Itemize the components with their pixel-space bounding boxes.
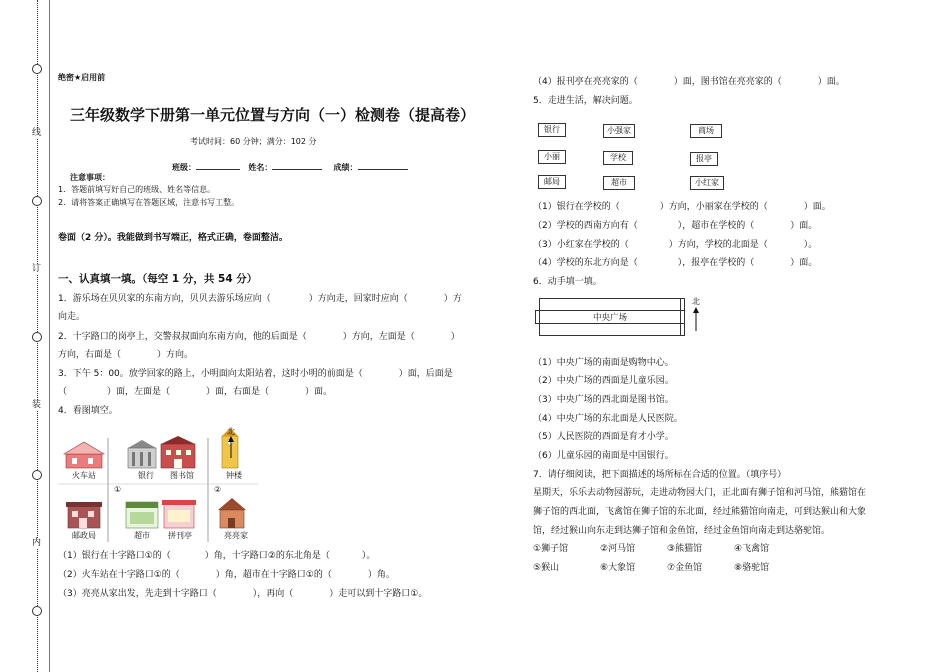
q7-option: ④飞禽馆 [734, 544, 770, 554]
place-box: 商场 [690, 124, 722, 138]
margin-line [49, 0, 50, 672]
q7-option: ①狮子馆 [533, 544, 569, 554]
q5-text: （3）小红家在学校的（ [533, 240, 629, 250]
place-box: 小红家 [690, 176, 724, 190]
question-3-line2 [58, 386, 332, 398]
section-title: 一、认真填一填。（每空 1 分，共 54 分） [58, 273, 258, 285]
q4-text: ）角，超市在十字路口①的（ [215, 570, 332, 580]
q1-text: 1．游乐场在贝贝家的东南方向，贝贝去游乐场应向（ [58, 294, 271, 304]
question-6-title: 6．动手填一填。 [533, 277, 602, 287]
q5-sub-1 [533, 201, 831, 213]
question-3-line [58, 368, 453, 380]
q3-text: 3．下午 5：00。放学回家的路上，小明面向太阳站着，这时小明的前面是（ [58, 369, 363, 379]
page-title: 三年级数学下册第一单元位置与方向（一）检测卷（提高卷） [70, 106, 476, 124]
q7-option: ⑧骆驼馆 [734, 563, 770, 573]
bank-icon [128, 440, 156, 468]
square-grid [535, 298, 685, 334]
grid-table [535, 298, 685, 336]
place-box: 邮局 [538, 175, 566, 189]
q4-text: ）角。 [367, 570, 395, 580]
q2-text: ）方向。 [157, 350, 194, 360]
place-box: 小丽 [538, 150, 566, 164]
q2-text: 方向，右面是（ [58, 350, 122, 360]
map-label: 拼刊亭 [168, 531, 192, 540]
notes-title: 注意事项： [70, 173, 110, 182]
q5-text: （1）银行在学校的（ [533, 202, 620, 212]
q5-text: ）方向，学校的北面是（ [668, 240, 768, 250]
q4-text: ）角，十字路口②的东北角是（ [204, 551, 330, 561]
q2-text: ）方向，左面是（ [342, 332, 415, 342]
train-station-icon [64, 442, 104, 468]
q3-text: ）面，后面是 [398, 369, 453, 379]
q4-text: （3）亮亮从家出发，先走到十字路口（ [58, 589, 217, 599]
binding-margin [0, 0, 50, 672]
supermarket-icon [126, 502, 158, 528]
q4-sub-3 [58, 588, 427, 600]
q5-sub-3 [533, 239, 817, 251]
q5-text: ），报亭在学校的（ [677, 258, 755, 268]
q4-text: （2）火车站在十字路口①的（ [58, 570, 180, 580]
north-arrow-icon [691, 307, 701, 331]
question-1-line [58, 293, 462, 305]
question-5-title: 5．走进生活，解决问题。 [533, 96, 638, 106]
q4-sub-4 [533, 76, 845, 88]
question-2-line [58, 331, 460, 343]
binding-ring [32, 470, 42, 480]
post-office-icon [66, 502, 102, 528]
q5-sub-2 [533, 220, 817, 232]
q7-option: ③熊猫馆 [667, 544, 703, 554]
place-box: 银行 [538, 123, 566, 137]
q4-text: （4）报刊亭在亮亮家的（ [533, 77, 638, 87]
north-arrow-icon [226, 436, 236, 458]
q3-text: ）面，左面是（ [107, 387, 171, 397]
binding-char: 订 [32, 264, 42, 274]
map-label: 邮政局 [72, 531, 96, 540]
home-icon [218, 498, 246, 528]
q5-text: ）方向，小丽家在学校的（ [659, 202, 768, 212]
student-info-row [172, 160, 408, 173]
binding-ring [32, 196, 42, 206]
binding-ring [32, 606, 42, 616]
q7-passage-line: 狮子馆的西北面，飞禽馆在狮子馆的东北面，经过熊猫馆向南走，可到达猴山和大象 [533, 507, 867, 517]
q5-text: ），超市在学校的（ [677, 221, 755, 231]
binding-char: 内 [32, 538, 42, 548]
binding-char: 装 [32, 400, 42, 410]
class-label: 班级： [172, 163, 196, 172]
class-field[interactable] [196, 160, 240, 170]
question-4-title: 4．看图填空。 [58, 406, 118, 416]
q4-sub-1 [58, 550, 375, 562]
q6-item: （6）儿童乐园的南面是中国银行。 [533, 451, 674, 461]
q1-text: ）方 [443, 294, 462, 304]
q4-text: ），再向（ [252, 589, 294, 599]
question-7-title: 7．请仔细阅读，把下面描述的场所标在合适的位置。（填序号） [533, 470, 787, 480]
q3-text: ）面。 [305, 387, 333, 397]
q7-option: ⑥大象馆 [600, 563, 636, 573]
q7-option: ②河马馆 [600, 544, 636, 554]
map-label: 钟楼 [226, 471, 242, 480]
q2-text: ） [450, 332, 460, 342]
q4-sub-2 [58, 569, 395, 581]
map-label: 银行 [138, 471, 154, 480]
q4-text: ）面，图书馆在亮亮家的（ [673, 77, 782, 87]
q5-text: ）。 [803, 240, 818, 250]
place-box: 小强家 [603, 124, 635, 138]
exam-info: 考试时间：60 分钟；满分：102 分 [190, 137, 317, 146]
name-label: 姓名： [248, 163, 273, 172]
neatness-note: 卷面（2 分）。我能做到书写端正，格式正确，卷面整洁。 [58, 233, 288, 243]
map-label: 火车站 [72, 471, 96, 480]
q5-text: ）面。 [790, 258, 818, 268]
kiosk-icon [162, 500, 196, 528]
q6-item: （5）人民医院的西面是育才小学。 [533, 432, 674, 442]
q6-item: （4）中央广场的东北面是人民医院。 [533, 414, 683, 424]
score-field[interactable] [358, 160, 408, 170]
q7-passage-line: 馆，经过猴山向东走到达狮子馆和金鱼馆，经过金鱼馆向南走到达骆驼馆。 [533, 526, 831, 536]
north-label: 北 [227, 427, 235, 436]
north-label: 北 [692, 297, 700, 306]
map-label: 图书馆 [170, 471, 194, 480]
library-icon [161, 436, 195, 468]
notes-item: 2．请将答案正确填写在答题区域，注意书写工整。 [58, 198, 240, 207]
name-field[interactable] [272, 160, 322, 170]
score-label: 成绩： [333, 163, 358, 172]
q5-text: ）面。 [803, 202, 831, 212]
q5-text: ）面。 [790, 221, 818, 231]
q3-text: ）面，右面是（ [206, 387, 270, 397]
place-box: 超市 [603, 176, 635, 190]
q2-text: 2．十字路口的岗亭上，交警叔叔面向东南方向，他的后面是（ [58, 332, 307, 342]
notes-item: 1．答题前填写好自己的班级、姓名等信息。 [58, 185, 216, 194]
q3-text: （ [58, 387, 68, 397]
q6-item: （2）中央广场的西面是儿童乐园。 [533, 376, 674, 386]
map-label: 超市 [134, 531, 150, 540]
place-box: 学校 [603, 151, 633, 165]
q7-option: ⑦金鱼馆 [667, 563, 703, 573]
binding-ring [32, 64, 42, 74]
crossing-label: ① [114, 485, 122, 494]
q5-text: （4）学校的东北方向是（ [533, 258, 638, 268]
q1-text: 向走。 [58, 312, 86, 322]
crossing-label: ② [214, 485, 222, 494]
q1-text: ）方向走，回家时应向（ [308, 294, 408, 304]
binding-ring [32, 332, 42, 342]
q4-text: （1）银行在十字路口①的（ [58, 551, 171, 561]
q4-text: ）。 [361, 551, 376, 561]
question-2-line2 [58, 349, 193, 361]
map-label: 亮亮家 [224, 531, 248, 540]
q4-text: ）走可以到十字路口①。 [329, 589, 428, 599]
q7-option: ⑤猴山 [533, 563, 560, 573]
q6-item: （1）中央广场的南面是购物中心。 [533, 358, 674, 368]
q4-text: ）面。 [817, 77, 845, 87]
q7-passage-line: 星期天，乐乐去动物园游玩，走进动物园大门，正北面有狮子馆和河马馆，熊猫馆在 [533, 488, 867, 498]
q6-item: （3）中央广场的西北面是图书馆。 [533, 395, 674, 405]
central-square-cell: 中央广场 [540, 311, 681, 324]
q5-sub-4 [533, 257, 817, 269]
secret-label: 绝密★启用前 [58, 73, 106, 82]
binding-char: 线 [32, 128, 42, 138]
q5-text: （2）学校的西南方向有（ [533, 221, 638, 231]
place-box: 报亭 [690, 152, 718, 166]
